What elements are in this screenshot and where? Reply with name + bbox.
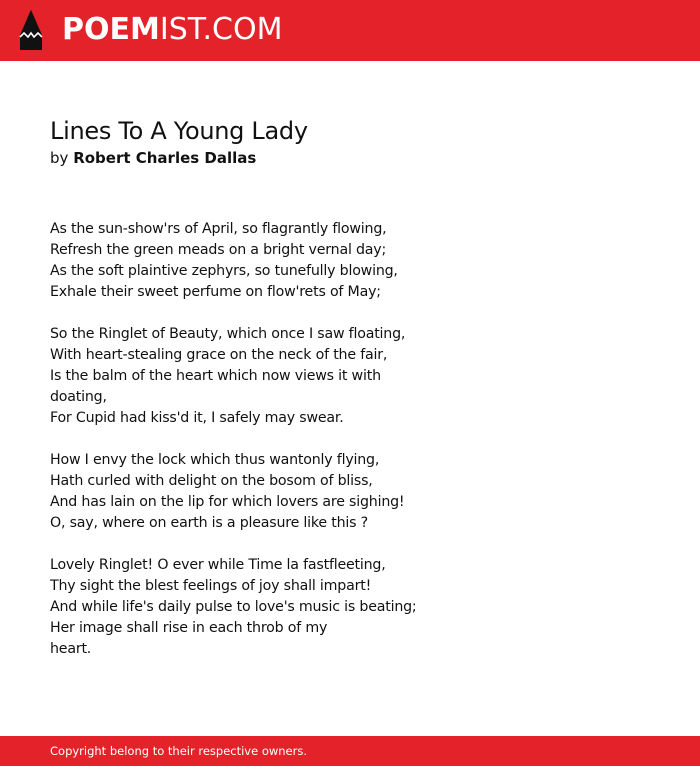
poem-line: Is the balm of the heart which now views it with: [50, 368, 381, 384]
site-footer: [0, 736, 700, 766]
author-name: Robert Charles Dallas: [73, 149, 257, 167]
site-logo[interactable]: [62, 13, 282, 47]
poem-line: How I envy the lock which thus wantonly flying,: [50, 452, 380, 468]
poem-line: So the Ringlet of Beauty, which once I saw floating,: [50, 326, 406, 342]
poem-line: And while life's daily pulse to love's music is beating;: [50, 599, 417, 615]
poem-line: As the soft plaintive zephyrs, so tunefully blowing,: [50, 263, 398, 279]
by-label: by: [50, 149, 69, 167]
poem-line: With heart-stealing grace on the neck of the fair,: [50, 347, 388, 363]
poem-line: heart.: [50, 641, 92, 657]
poem-line: doating,: [50, 389, 107, 405]
stanza: [50, 219, 430, 303]
poem-body: [50, 219, 430, 681]
poem-line: For Cupid had kiss'd it, I safely may swear.: [50, 410, 344, 426]
poem-line: Her image shall rise in each throb of my: [50, 620, 328, 636]
poem-line: Refresh the green meads on a bright vernal day;: [50, 242, 387, 258]
logo-bold-text: POEM: [62, 12, 160, 47]
stanza: [50, 555, 430, 660]
poem-header: [50, 115, 650, 169]
logo-light-text: IST.COM: [159, 12, 283, 47]
poem-line: Exhale their sweet perfume on flow'rets of May;: [50, 284, 381, 300]
pencil-tip-icon[interactable]: [18, 9, 44, 51]
poem-line: And has lain on the lip for which lovers are sighing!: [50, 494, 405, 510]
poem-line: O, say, where on earth is a pleasure like this ?: [50, 515, 368, 531]
byline: [50, 147, 650, 169]
stanza: [50, 450, 430, 534]
poem-line: As the sun-show'rs of April, so flagrantly flowing,: [50, 221, 387, 237]
poem-line: Thy sight the blest feelings of joy shall impart!: [50, 578, 372, 594]
copyright-text: Copyright belong to their respective owners.: [50, 744, 308, 758]
site-header: [0, 0, 700, 61]
poem-title: Lines To A Young Lady: [50, 117, 308, 145]
poem-line: Hath curled with delight on the bosom of bliss,: [50, 473, 373, 489]
stanza: [50, 324, 430, 429]
poem-line: Lovely Ringlet! O ever while Time la fastfleeting,: [50, 557, 386, 573]
